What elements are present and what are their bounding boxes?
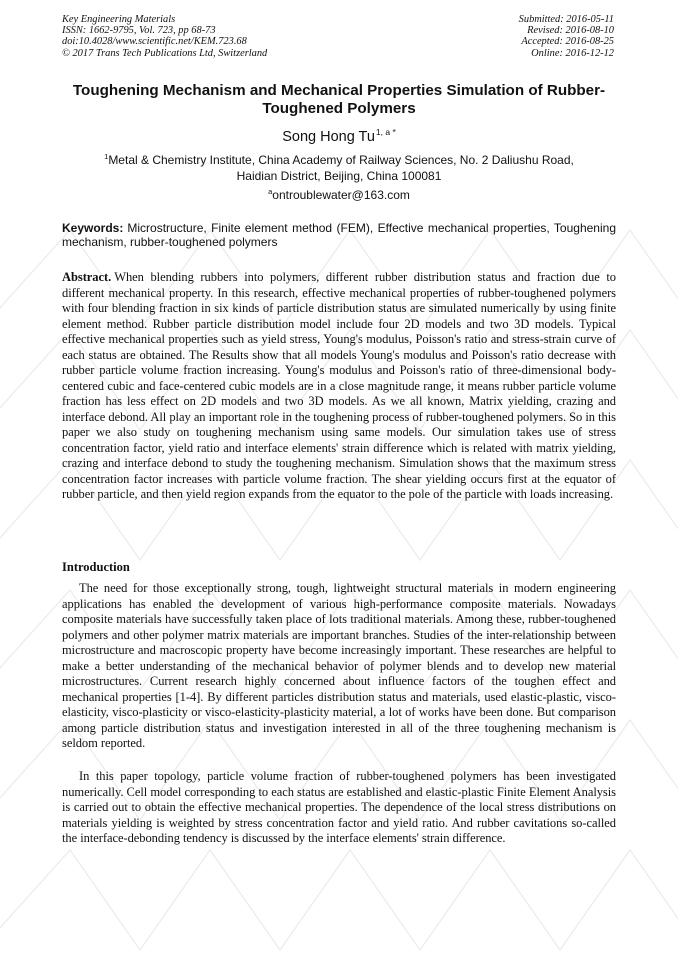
affiliation-line-1: Metal & Chemistry Institute, China Academy of Railway Sciences, No. 2 Daliushu Road, [108,153,574,167]
abstract-text: When blending rubbers into polymers, different rubber distribution status and fraction due to different mechanical property. In this research, effective mechanical properties of rubber-toughened polymers with four blending fraction in six kinds of particle distribution status are simulated numerically by using finite element method. Rubber particle distribution model include four 2D models and two 3D models. Typical effective mechanical properties such as yield stress, Young's modulus, Poisson's ratio and stress-strain curve of each status are obtained. The Results show that all models Young's modulus and Poisson's ratio decrease with rubber particle volume fraction increasing. Young's modulus and Poisson's ratio of three-dimensional body-centered cubic and face-centered cubic models are in a close magnitude range, it means rubber particle volume fraction has less effect on 2D models and two 3D models. As we all known, Matrix yielding, crazing and interface debond. All play an important role in the toughening process of rubber-toughened polymers. So in this paper we also study on toughening mechanism using same models. Our simulation takes use of stress concentration factor, yield ratio and interface elements' strain difference which is related with matrix yielding, crazing and interface debond to study the toughening mechanism. Simulation shows that the maximum stress concentration factor increases with particle volume fraction. The shear yielding occurs first at the equator of rubber particle, and then yield region expands from the equator to the pole of the particle with loads increasing. [62,270,616,501]
date-online: Online: 2016-12-12 [531,47,614,59]
date-revised: Revised: 2016-08-10 [527,25,614,37]
email-superscript: a [268,187,273,196]
author-email [62,185,616,202]
date-submitted: Submitted: 2016-05-11 [518,14,614,25]
abstract-label: Abstract. [62,270,112,284]
journal-doi: doi:10.4028/www.scientific.net/KEM.723.68 [62,36,247,48]
journal-info [62,14,267,59]
keywords-section [62,221,616,249]
publication-dates [519,14,614,59]
paper-title: Toughening Mechanism and Mechanical Properties Simulation of Rubber-Toughened Polymers [72,82,606,117]
journal-copyright: © 2017 Trans Tech Publications Ltd, Switzerland [62,47,268,59]
affiliation-line-2: Haidian District, Beijing, China 100081 [236,169,442,183]
date-accepted: Accepted: 2016-08-25 [521,36,614,48]
introduction-heading: Introduction [62,560,130,574]
author-line [62,124,616,146]
keywords-text: Microstructure, Finite element method (FEM), Effective mechanical properties, Toughening mechanism, rubber-toughened polymers [62,221,616,250]
affiliation [62,149,616,184]
author-name: Song Hong Tu [282,129,375,145]
email-address: ontroublewater@163.com [272,188,410,202]
journal-issn: ISSN: 1662-9795, Vol. 723, pp 68-73 [62,25,216,37]
introduction-paragraph-1: The need for those exceptionally strong, tough, lightweight structural materials in modern engineering applications has enabled the development of various high-performance composite materials. Nowadays composite materials have successfully taken place of lots traditional materials. Among these, rubber-toughened polymers and other polymer matrix materials are important branches. Studies of the inter-relationship between microstructure and macroscopic property have become increasingly important. These researches are helpful to make a better understanding of the mechanical behavior of polymer blends and to develop new material microstructures. Current research highly concerned about influence factors of the toughen effect and mechanical properties [1-4]. By different particles distribution status and materials, used elastic-plastic, visco-elasticity, visco-plasticity or visco-elasticity-plasticity material, a lot of works have been done. But comparison among particle distribution status and investigation interested in all of the three toughening mechanism is seldom reported. [62,581,616,750]
author-superscript: 1, a * [375,127,396,137]
keywords-label: Keywords: [62,221,124,235]
journal-name: Key Engineering Materials [62,14,176,25]
affiliation-superscript: 1 [104,152,109,161]
abstract-section [62,270,616,503]
introduction-paragraph-2: In this paper topology, particle volume fraction of rubber-toughened polymers has been investigated numerically. Cell model corresponding to each status are established and elastic-plastic Finite Element Analysis is carried out to obtain the effective mechanical properties. The dependence of the local stress distributions on materials yielding is weighted by stress concentration factor and yield ratio. And rubber cavitations so-called the interface-debonding tendency is discussed by the interface elements' strain difference. [62,769,616,845]
